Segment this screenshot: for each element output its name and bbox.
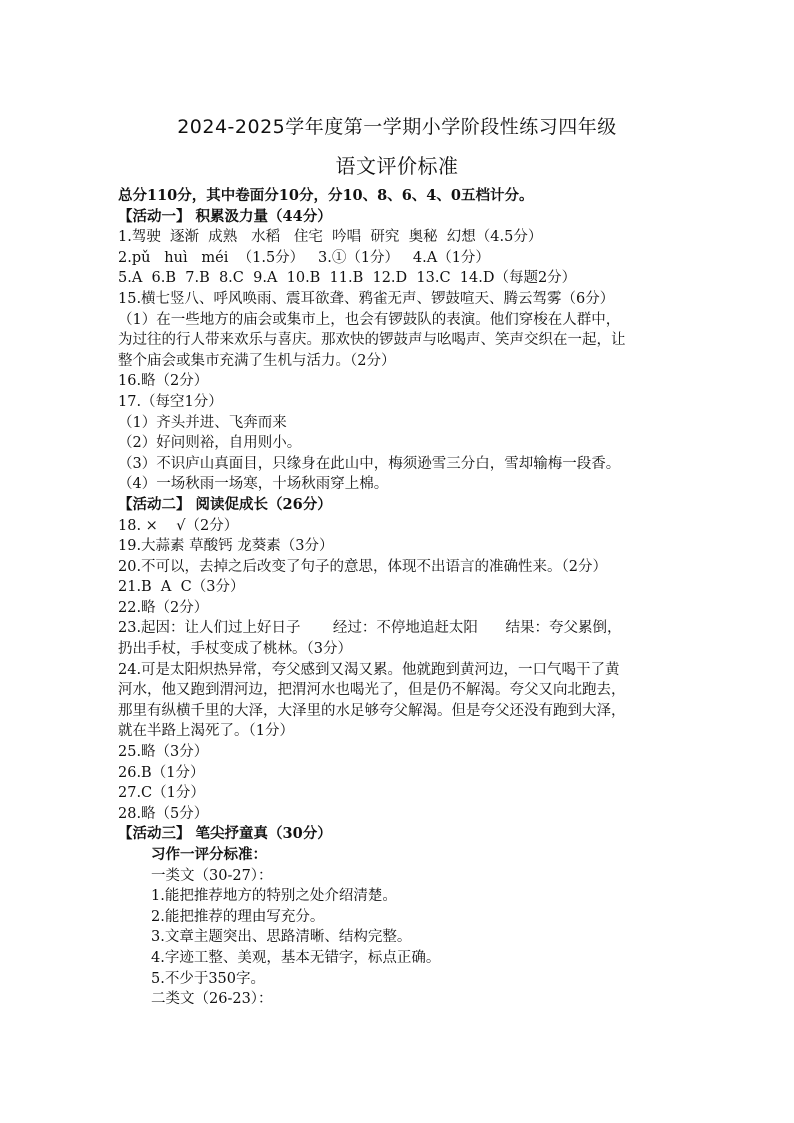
text-line: 16.略（2分） xyxy=(118,373,209,390)
section-heading: 【活动三】 笔尖抒童真（30分） xyxy=(118,825,332,843)
text-line: 扔出手杖，手杖变成了桃林。（3分） xyxy=(118,641,352,658)
text-line: 1.驾驶 逐渐 成熟 水稻 住宅 吟唱 研究 奥秘 幻想（4.5分） xyxy=(118,229,543,246)
text-line: 24.可是太阳炽热异常，夸父感到又渴又累。他就跑到黄河边，一口气喝干了黄 xyxy=(118,661,620,678)
section-heading: 总分110分，其中卷面分10分，分10、8、6、4、0五档计分。 xyxy=(118,187,534,204)
section-heading: 【活动二】 阅读促成长（26分） xyxy=(118,495,332,513)
text-line: 25.略（3分） xyxy=(118,744,209,761)
text-line: （3）不识庐山真面目，只缘身在此山中，梅须逊雪三分白，雪却输梅一段香。 xyxy=(118,455,621,472)
text-line: 就在半路上渴死了。（1分） xyxy=(118,723,294,740)
text-line: 2.pǔ huì méi （1.5分） 3.①（1分） 4.A（1分） xyxy=(118,249,490,266)
document-title: 2024-2025学年度第一学期小学阶段性练习四年级 xyxy=(177,116,617,138)
text-line: 20.不可以，去掉之后改变了句子的意思，体现不出语言的准确性来。（2分） xyxy=(118,558,608,575)
text-line: 26.B（1分） xyxy=(118,764,205,781)
section-heading: 习作一评分标准： xyxy=(151,846,267,863)
text-line: 28.略（5分） xyxy=(118,805,209,822)
text-line: 3.文章主题突出、思路清晰、结构完整。 xyxy=(151,929,412,946)
text-line: 二类文（26-23）： xyxy=(151,991,273,1008)
text-line: 27.C（1分） xyxy=(118,785,205,802)
text-line: （1）在一些地方的庙会或集市上，也会有锣鼓队的表演。他们穿梭在人群中， xyxy=(118,311,621,328)
text-line: 18. × √（2分） xyxy=(118,517,239,534)
text-line: 5.A 6.B 7.B 8.C 9.A 10.B 11.B 12.D 13.C 14.D（每题2分） xyxy=(118,270,577,287)
text-line: 2.能把推荐的理由写充分。 xyxy=(151,908,325,925)
text-line: 21.B A C（3分） xyxy=(118,579,245,596)
text-line: （1）齐头并进、飞奔而来 xyxy=(118,414,287,431)
text-line: 17.（每空1分） xyxy=(118,393,223,410)
text-line: 河水，他又跑到渭河边，把渭河水也喝光了，但是仍不解渴。夸父又向北跑去， xyxy=(118,682,626,699)
text-line: 1.能把推荐地方的特别之处介绍清楚。 xyxy=(151,888,397,905)
document-body xyxy=(118,186,688,1010)
section-heading: 【活动一】 积累汲力量（44分） xyxy=(118,207,332,225)
text-line: 22.略（2分） xyxy=(118,599,209,616)
text-line: 19.大蒜素 草酸钙 龙葵素（3分） xyxy=(118,538,334,555)
text-line: 4.字迹工整、美观，基本无错字，标点正确。 xyxy=(151,949,441,966)
text-line: 为过往的行人带来欢乐与喜庆。那欢快的锣鼓声与吆喝声、笑声交织在一起，让 xyxy=(118,332,626,349)
text-line: 23.起因：让人们过上好日子 经过：不停地追赶太阳 结果：夸父累倒， xyxy=(118,620,622,637)
text-line: 一类文（30-27）： xyxy=(151,867,273,884)
text-line: （2）好问则裕，自用则小。 xyxy=(118,435,302,452)
document-subtitle: 语文评价标准 xyxy=(335,154,459,178)
text-line: 整个庙会或集市充满了生机与活力。（2分） xyxy=(118,352,396,369)
text-line: 那里有纵横千里的大泽，大泽里的水足够夸父解渴。但是夸父还没有跑到大泽， xyxy=(118,702,626,719)
text-line: 5.不少于350字。 xyxy=(151,970,266,987)
text-line: （4）一场秋雨一场寒，十场秋雨穿上棉。 xyxy=(118,476,389,493)
text-line: 15.横七竖八、呼风唤雨、震耳欲聋、鸦雀无声、锣鼓喧天、腾云驾雾（6分） xyxy=(118,290,615,307)
